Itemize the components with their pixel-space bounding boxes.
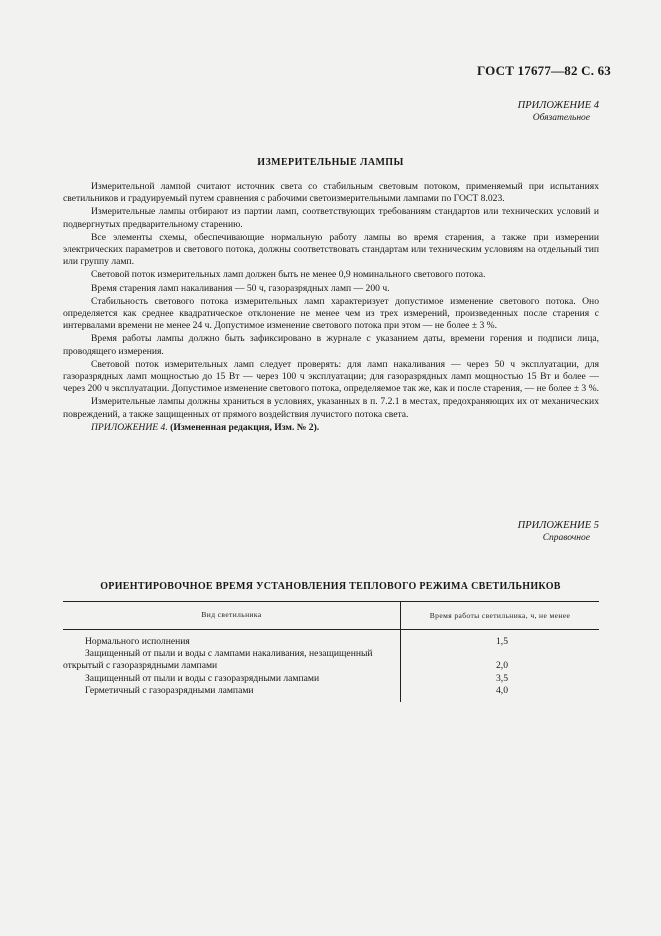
appendix-4-label: ПРИЛОЖЕНИЕ 4 (517, 100, 599, 111)
appendix-4-label-block (518, 99, 599, 125)
paragraph: Световой поток измерительных ламп должен быть не менее 0,9 номинального светового потока. (91, 269, 486, 281)
section-1-body (63, 181, 599, 435)
table-row (63, 648, 599, 672)
appendix-4-status: Обязательное (532, 113, 590, 123)
column-header-time: Время работы светильника, ч, не менее (400, 602, 599, 629)
page-header: ГОСТ 17677—82 С. 63 (477, 63, 611, 78)
appendix-5-label: ПРИЛОЖЕНИЕ 5 (517, 520, 599, 531)
luminaire-type: Защищенный от пыли и воды с лампами накаливания, незащищенный открытый с газоразрядными лампами (63, 648, 373, 672)
table-row (63, 685, 599, 697)
paragraph: Измерительные лампы должны храниться в условиях, указанных в п. 7.2.1 в местах, предохраняющих их от механических повреждений, а также защищенных от прямого воздействия лучистого потока света. (63, 396, 599, 420)
section-1-title: ИЗМЕРИТЕЛЬНЫЕ ЛАМПЫ (257, 157, 404, 168)
paragraph: Все элементы схемы, обеспечивающие нормальную работу лампы во время старения, а также при измерении электрических параметров и светового потока, должны соответствовать стандартам или техническим условиям на отдельный тип или группу ламп. (63, 231, 599, 268)
luminaire-type: Защищенный от пыли и воды с газоразрядными лампами (85, 672, 320, 684)
luminaire-type: Нормального исполнения (85, 636, 190, 647)
warmup-time: 1,5 (496, 636, 508, 647)
table-header (63, 601, 599, 630)
warmup-time: 3,5 (496, 672, 508, 684)
table-row (63, 673, 599, 685)
luminaire-type: Герметичный с газоразрядными лампами (85, 684, 254, 696)
appendix-5-label-block (518, 519, 599, 545)
paragraph: Измерительной лампой считают источник света со стабильным световым потоком, применяемый при испытаниях светильников и градуируемый путем сравнения с рабочими светоизмерительными лампами по ГОСТ 8.023. (63, 181, 599, 205)
warmup-time: 2,0 (496, 660, 508, 672)
amendment-note (63, 422, 599, 434)
warmup-time-table (63, 601, 599, 697)
paragraph: Время старения ламп накаливания — 50 ч, газоразрядных ламп — 200 ч. (91, 282, 390, 294)
paragraph: Измерительные лампы отбирают из партии ламп, соответствующих требованиям стандартов или технических условий и подвергнутых предварительному старению. (63, 206, 599, 230)
appendix-5-status: Справочное (542, 533, 590, 543)
paragraph: Время работы лампы должно быть зафиксировано в журнале с указанием даты, времени горения и подписи лица, проводящего измерения. (63, 333, 599, 357)
column-header-type: Вид светильника (201, 610, 262, 620)
amendment-note-text: (Измененная редакция, Изм. № 2). (170, 421, 320, 433)
amendment-note-prefix: ПРИЛОЖЕНИЕ 4. (91, 421, 168, 433)
paragraph: Световой поток измерительных ламп следует проверять: для ламп накаливания — через 50 ч эксплуатации, для газоразрядных ламп мощностью до 15 Вт — через 100 ч эксплуатации; для газоразрядных ламп мощностью 15 Вт и более — через 200 ч эксплуатации. Допустимое изменение светового потока, определяемое так же, как и после старения, — не более ± 3 %. (63, 358, 599, 395)
section-2-title: ОРИЕНТИРОВОЧНОЕ ВРЕМЯ УСТАНОВЛЕНИЯ ТЕПЛОВОГО РЕЖИМА СВЕТИЛЬНИКОВ (100, 581, 561, 592)
table-body (63, 630, 599, 697)
table-row (63, 636, 599, 648)
paragraph: Стабильность светового потока измерительных ламп характеризует допустимое изменение светового потока. Оно определяется как среднее квадратическое отклонение не менее чем из трех измерений, произведенных после старения с интервалами времени не менее 24 ч. Допустимое изменение светового потока при этом — не более ± 3 %. (63, 295, 599, 332)
warmup-time: 4,0 (496, 684, 508, 696)
